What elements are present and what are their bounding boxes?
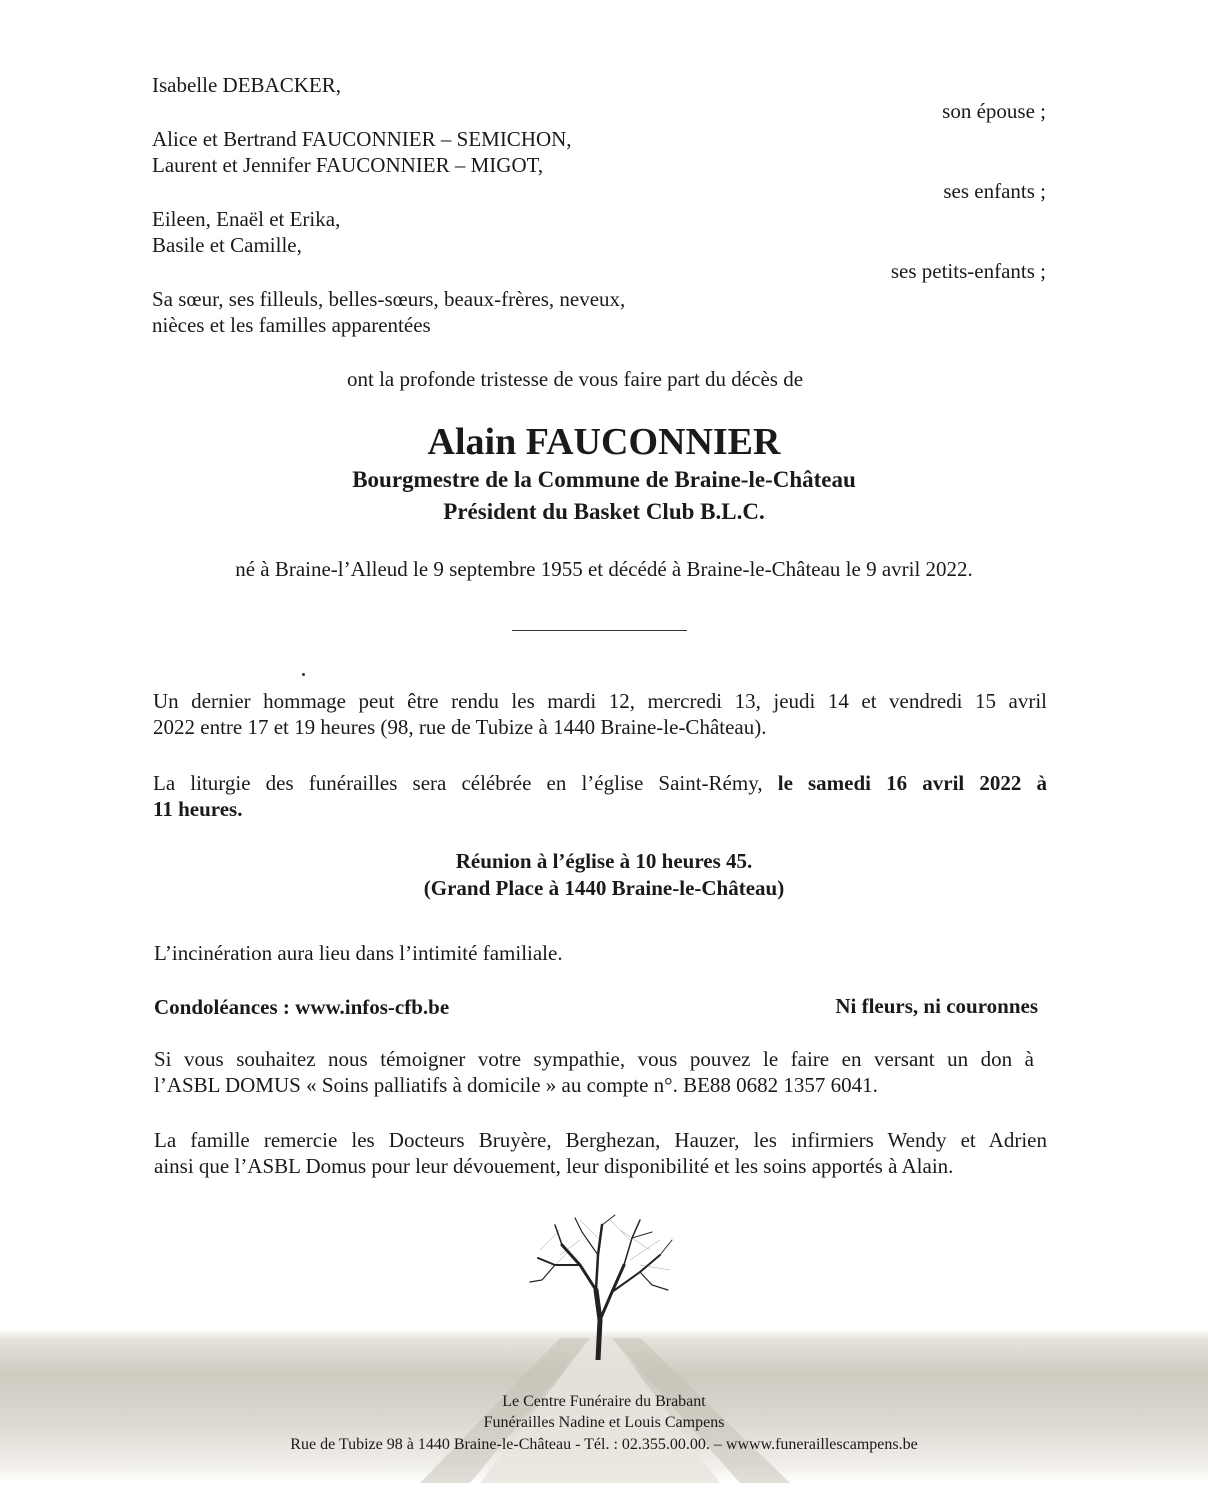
hommage-line-1: Un dernier hommage peut être rendu les mardi 12, mercredi 13, jeudi 14 et vendredi 15 avril xyxy=(153,689,1047,713)
footer-brand: Funérailles Nadine et Louis Campens xyxy=(483,1414,725,1431)
donation-paragraph xyxy=(154,1046,1034,1098)
liturgy-paragraph xyxy=(153,770,1047,822)
deceased-title-2: Président du Basket Club B.L.C. xyxy=(443,499,765,524)
speck-dot xyxy=(302,673,305,676)
spouse-relation: son épouse ; xyxy=(942,99,1046,123)
liturgy-plain: La liturgie des funérailles sera célébrée en l’église Saint-Rémy, xyxy=(153,771,763,795)
spouse-name: Isabelle DEBACKER, xyxy=(152,73,341,97)
thanks-line-1: La famille remercie les Docteurs Bruyère, Berghezan, Hauzer, les infirmiers Wendy et Adrien xyxy=(154,1128,1047,1152)
tree-icon xyxy=(520,1210,680,1360)
others-1: Sa sœur, ses filleuls, belles-sœurs, beaux-frères, neveux, xyxy=(152,287,626,311)
thanks-line-2: ainsi que l’ASBL Domus pour leur dévouement, leur disponibilité et les soins apportés à Alain. xyxy=(154,1154,954,1178)
thanks-paragraph xyxy=(154,1127,1047,1179)
children-relation: ses enfants ; xyxy=(943,179,1046,203)
others-2: nièces et les familles apparentées xyxy=(152,313,431,337)
liturgy-line-1 xyxy=(153,770,1047,796)
footer-contact: Rue de Tubize 98 à 1440 Braine-le-Château - Tél. : 02.355.00.00. – wwww.funeraillescampens.be xyxy=(290,1436,918,1453)
grandchildren-relation: ses petits-enfants ; xyxy=(890,259,1046,283)
reunion-line-2: (Grand Place à 1440 Braine-le-Château) xyxy=(423,876,785,900)
deceased-dates: né à Braine-l’Alleud le 9 septembre 1955 et décédé à Braine-le-Château le 9 avril 2022. xyxy=(235,557,973,581)
hommage-line-2: 2022 entre 17 et 19 heures (98, rue de Tubize à 1440 Braine-le-Château). xyxy=(153,715,767,739)
grandchildren-1: Eileen, Enaël et Erika, xyxy=(152,207,341,231)
footer-company: Le Centre Funéraire du Brabant xyxy=(502,1393,706,1410)
condoleances-link: Condoléances : www.infos-cfb.be xyxy=(154,995,450,1019)
grandchildren-2: Basile et Camille, xyxy=(152,233,302,257)
donation-line-2: l’ASBL DOMUS « Soins palliatifs à domicile » au compte n°. BE88 0682 1357 6041. xyxy=(154,1073,878,1097)
liturgy-date: le samedi 16 avril 2022 à xyxy=(777,771,1047,795)
announcement: ont la profonde tristesse de vous faire part du décès de xyxy=(347,367,804,391)
child-2: Laurent et Jennifer FAUCONNIER – MIGOT, xyxy=(152,153,544,177)
donation-line-1: Si vous souhaitez nous témoigner votre sympathie, vous pouvez le faire en versant un don à xyxy=(154,1047,1034,1071)
liturgy-time: 11 heures. xyxy=(153,797,243,821)
deceased-title-1: Bourgmestre de la Commune de Braine-le-Château xyxy=(352,467,856,492)
reunion-line-1: Réunion à l’église à 10 heures 45. xyxy=(455,849,753,873)
hommage-paragraph xyxy=(153,688,1047,740)
incineration-text: L’incinération aura lieu dans l’intimité familiale. xyxy=(154,941,563,965)
deceased-name: Alain FAUCONNIER xyxy=(427,421,781,463)
no-flowers-text: Ni fleurs, ni couronnes xyxy=(835,994,1038,1018)
child-1: Alice et Bertrand FAUCONNIER – SEMICHON, xyxy=(152,127,572,151)
divider-line xyxy=(512,630,687,631)
